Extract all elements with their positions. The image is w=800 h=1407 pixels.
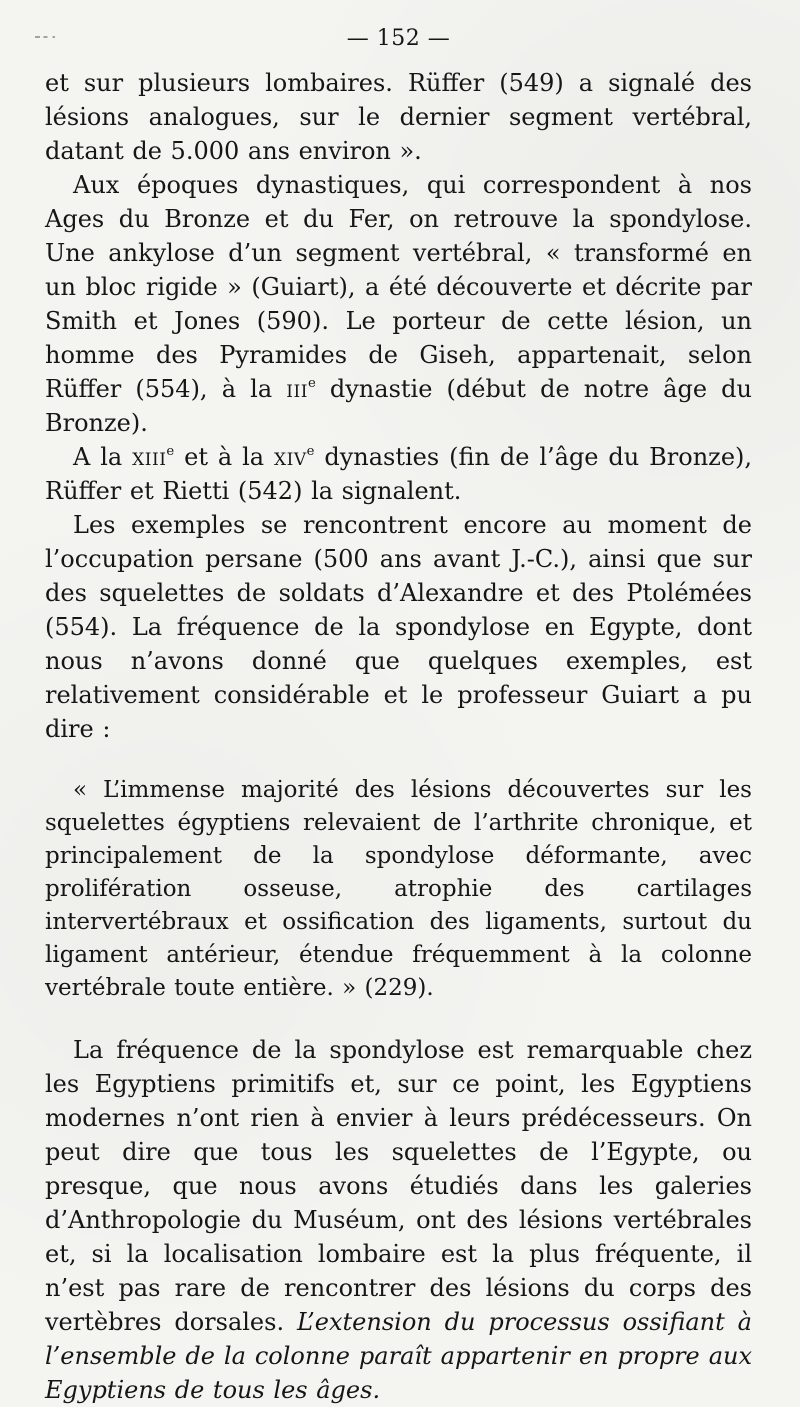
dynasty-roman-xiv: xiv <box>274 443 307 471</box>
scan-mark <box>35 36 83 38</box>
dynasty-roman-iii: iii <box>286 375 308 403</box>
paragraph-2-text: Aux époques dynastiques, qui correspondent à nos Ages du Bronze et du Fer, on retrouve la spondylose. Une ankylose d’un segment vertébral, « transformé en un bloc rigide » (Guiart), a été découverte et décrite par Smith et Jones (590). Le porteur de cette lésion, un homme des Pyramides de Giseh, appartenait, selon Rüffer (554), à la <box>45 171 752 403</box>
paragraph-3-prefix: A la <box>73 443 133 471</box>
paragraph-2 <box>45 168 752 440</box>
paragraph-4: Les exemples se rencontrent encore au moment de l’occupation persane (500 ans avant J.-C.), ainsi que sur des squelettes de soldats d’Alexandre et des Ptolémées (554). La fréquence de la spondylose en Egypte, dont nous n’avons donné que quelques exemples, est relativement considérable et le professeur Guiart a pu dire : <box>45 511 752 743</box>
quoted-passage: « L’immense majorité des lésions découvertes sur les squelettes égyptiens relevaient de l’arthrite chronique, et principalement de la spondylose déformante, avec prolifération osseuse, atrophie des cartilages intervertébraux et ossification des ligaments, surtout du ligament antérieur, étendue fréquemment à la colonne vertébrale toute entière. » (229). <box>45 777 752 1001</box>
paragraph-3-middle: et à la <box>174 443 275 471</box>
paragraph-1: et sur plusieurs lombaires. Rüffer (549) a signalé des lésions analogues, sur le dernier segment vertébral, datant de 5.000 ans environ ». <box>45 69 752 165</box>
dynasty-superscript-iii: e <box>307 375 316 391</box>
dynasty-superscript-xiii: e <box>166 443 175 459</box>
paragraph-5 <box>45 1033 752 1407</box>
paragraph-2-after: dynastie (début de notre âge du Bronze). <box>45 375 752 437</box>
page-number: — 152 — <box>346 26 451 51</box>
paragraph-3-suffix: dynasties (fin de l’âge du Bronze), Rüffer et Rietti (542) la signalent. <box>45 443 753 505</box>
paragraph-3 <box>45 440 752 508</box>
paragraph-5-normal: La fréquence de la spondylose est remarquable chez les Egyptiens primitifs et, sur ce point, les Egyptiens modernes n’ont rien à envier à leurs prédécesseurs. On peut dire que tous les squelettes de l’Egypte, ou presque, que nous avons étudiés dans les galeries d’Anthropologie du Muséum, ont des lésions vertébrales et, si la localisation lombaire est la plus fréquente, il n’est pas rare de rencontrer des lésions du corps des vertèbres dorsales. <box>45 1036 752 1336</box>
dynasty-superscript-xiv: e <box>306 443 315 459</box>
dynasty-roman-xiii: xiii <box>132 443 167 471</box>
paragraph-5-italic: L’extension du processus ossifiant à l’ensemble de la colonne paraît appartenir en propre aux Egyptiens de tous les âges. <box>45 1308 752 1404</box>
